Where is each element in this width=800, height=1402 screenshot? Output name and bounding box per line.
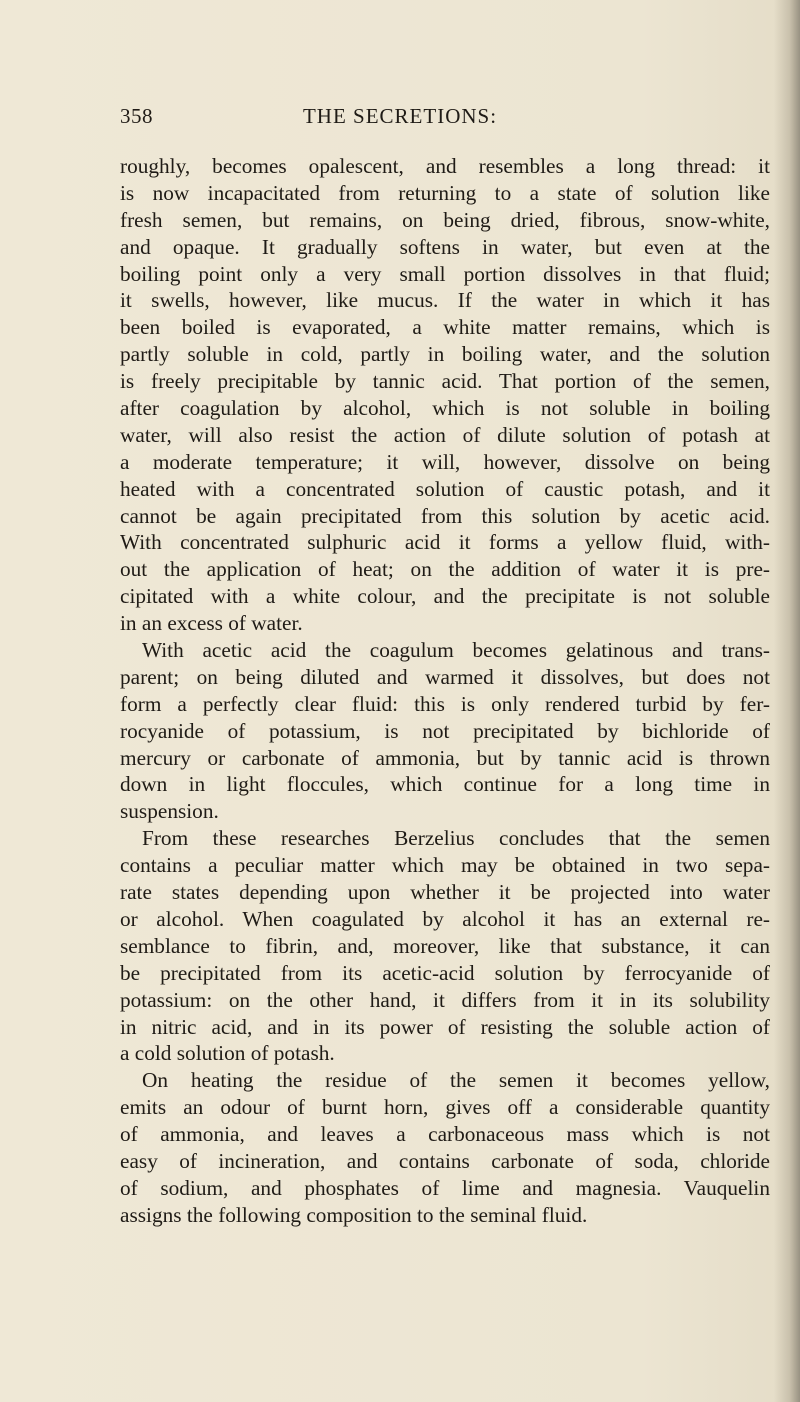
text-line: rocyanide of potassium, is not precipitated by bichloride of [120, 718, 770, 743]
text-line: water, will also resist the action of dilute solution of potash at [120, 422, 770, 447]
text-line: contains a peculiar matter which may be obtained in two sepa- [120, 853, 770, 878]
text-line: been boiled is evaporated, a white matter remains, which is [120, 315, 770, 340]
text-line: be precipitated from its acetic-acid solution by ferrocyanide of [120, 960, 770, 985]
text-line: is freely precipitable by tannic acid. That portion of the semen, [120, 369, 770, 394]
text-line: in nitric acid, and in its power of resisting the soluble action of [120, 1014, 770, 1039]
page-header [120, 104, 680, 134]
text-line: mercury or carbonate of ammonia, but by tannic acid is thrown [120, 745, 770, 770]
text-line: boiling point only a very small portion dissolves in that fluid; [120, 261, 770, 286]
text-line: form a perfectly clear fluid: this is only rendered turbid by fer- [120, 691, 770, 716]
text-line: assigns the following composition to the seminal fluid. [120, 1202, 588, 1227]
text-line: roughly, becomes opalescent, and resembles a long thread: it [120, 154, 770, 178]
text-line: of ammonia, and leaves a carbonaceous mass which is not [120, 1122, 770, 1147]
text-line: in an excess of water. [120, 611, 303, 636]
text-line: emits an odour of burnt horn, gives off a considerable quantity [120, 1095, 770, 1120]
text-line: partly soluble in cold, partly in boiling water, and the solution [120, 342, 770, 367]
text-line: rate states depending upon whether it be projected into water [120, 880, 770, 905]
body-text [120, 153, 770, 1229]
text-line: potassium: on the other hand, it differs from it in its solubility [120, 987, 770, 1012]
text-line: a cold solution of potash. [120, 1041, 335, 1066]
text-line: a moderate temperature; it will, however, dissolve on being [120, 449, 770, 474]
text-line: cipitated with a white colour, and the precipitate is not soluble [120, 584, 770, 609]
text-line: fresh semen, but remains, on being dried, fibrous, snow-white, [120, 207, 770, 232]
text-line: and opaque. It gradually softens in water, but even at the [120, 234, 770, 259]
text-line: it swells, however, like mucus. If the water in which it has [120, 288, 770, 313]
page-number: 358 [120, 104, 153, 128]
text-line: On heating the residue of the semen it becomes yellow, [142, 1068, 770, 1093]
text-line: down in light floccules, which continue for a long time in [120, 772, 770, 797]
text-line: out the application of heat; on the addition of water it is pre- [120, 557, 770, 582]
text-line: suspension. [120, 799, 219, 824]
text-line: With concentrated sulphuric acid it forms a yellow fluid, with- [120, 530, 770, 555]
running-head: THE SECRETIONS: [302, 104, 498, 128]
text-line: parent; on being diluted and warmed it dissolves, but does not [120, 664, 770, 689]
text-line: is now incapacitated from returning to a state of solution like [120, 180, 770, 205]
text-line: or alcohol. When coagulated by alcohol it has an external re- [120, 906, 770, 931]
text-line: easy of incineration, and contains carbonate of soda, chloride [120, 1148, 770, 1173]
text-line: semblance to fibrin, and, moreover, like that substance, it can [120, 933, 770, 958]
text-line: after coagulation by alcohol, which is not soluble in boiling [120, 396, 770, 421]
text-line: From these researches Berzelius concludes that the semen [142, 826, 770, 851]
text-line: With acetic acid the coagulum becomes gelatinous and trans- [142, 638, 770, 663]
text-line: of sodium, and phosphates of lime and magnesia. Vauquelin [120, 1175, 770, 1200]
text-line: cannot be again precipitated from this solution by acetic acid. [120, 503, 770, 528]
page-edge-shadow [774, 0, 800, 1402]
text-line: heated with a concentrated solution of caustic potash, and it [120, 476, 770, 501]
